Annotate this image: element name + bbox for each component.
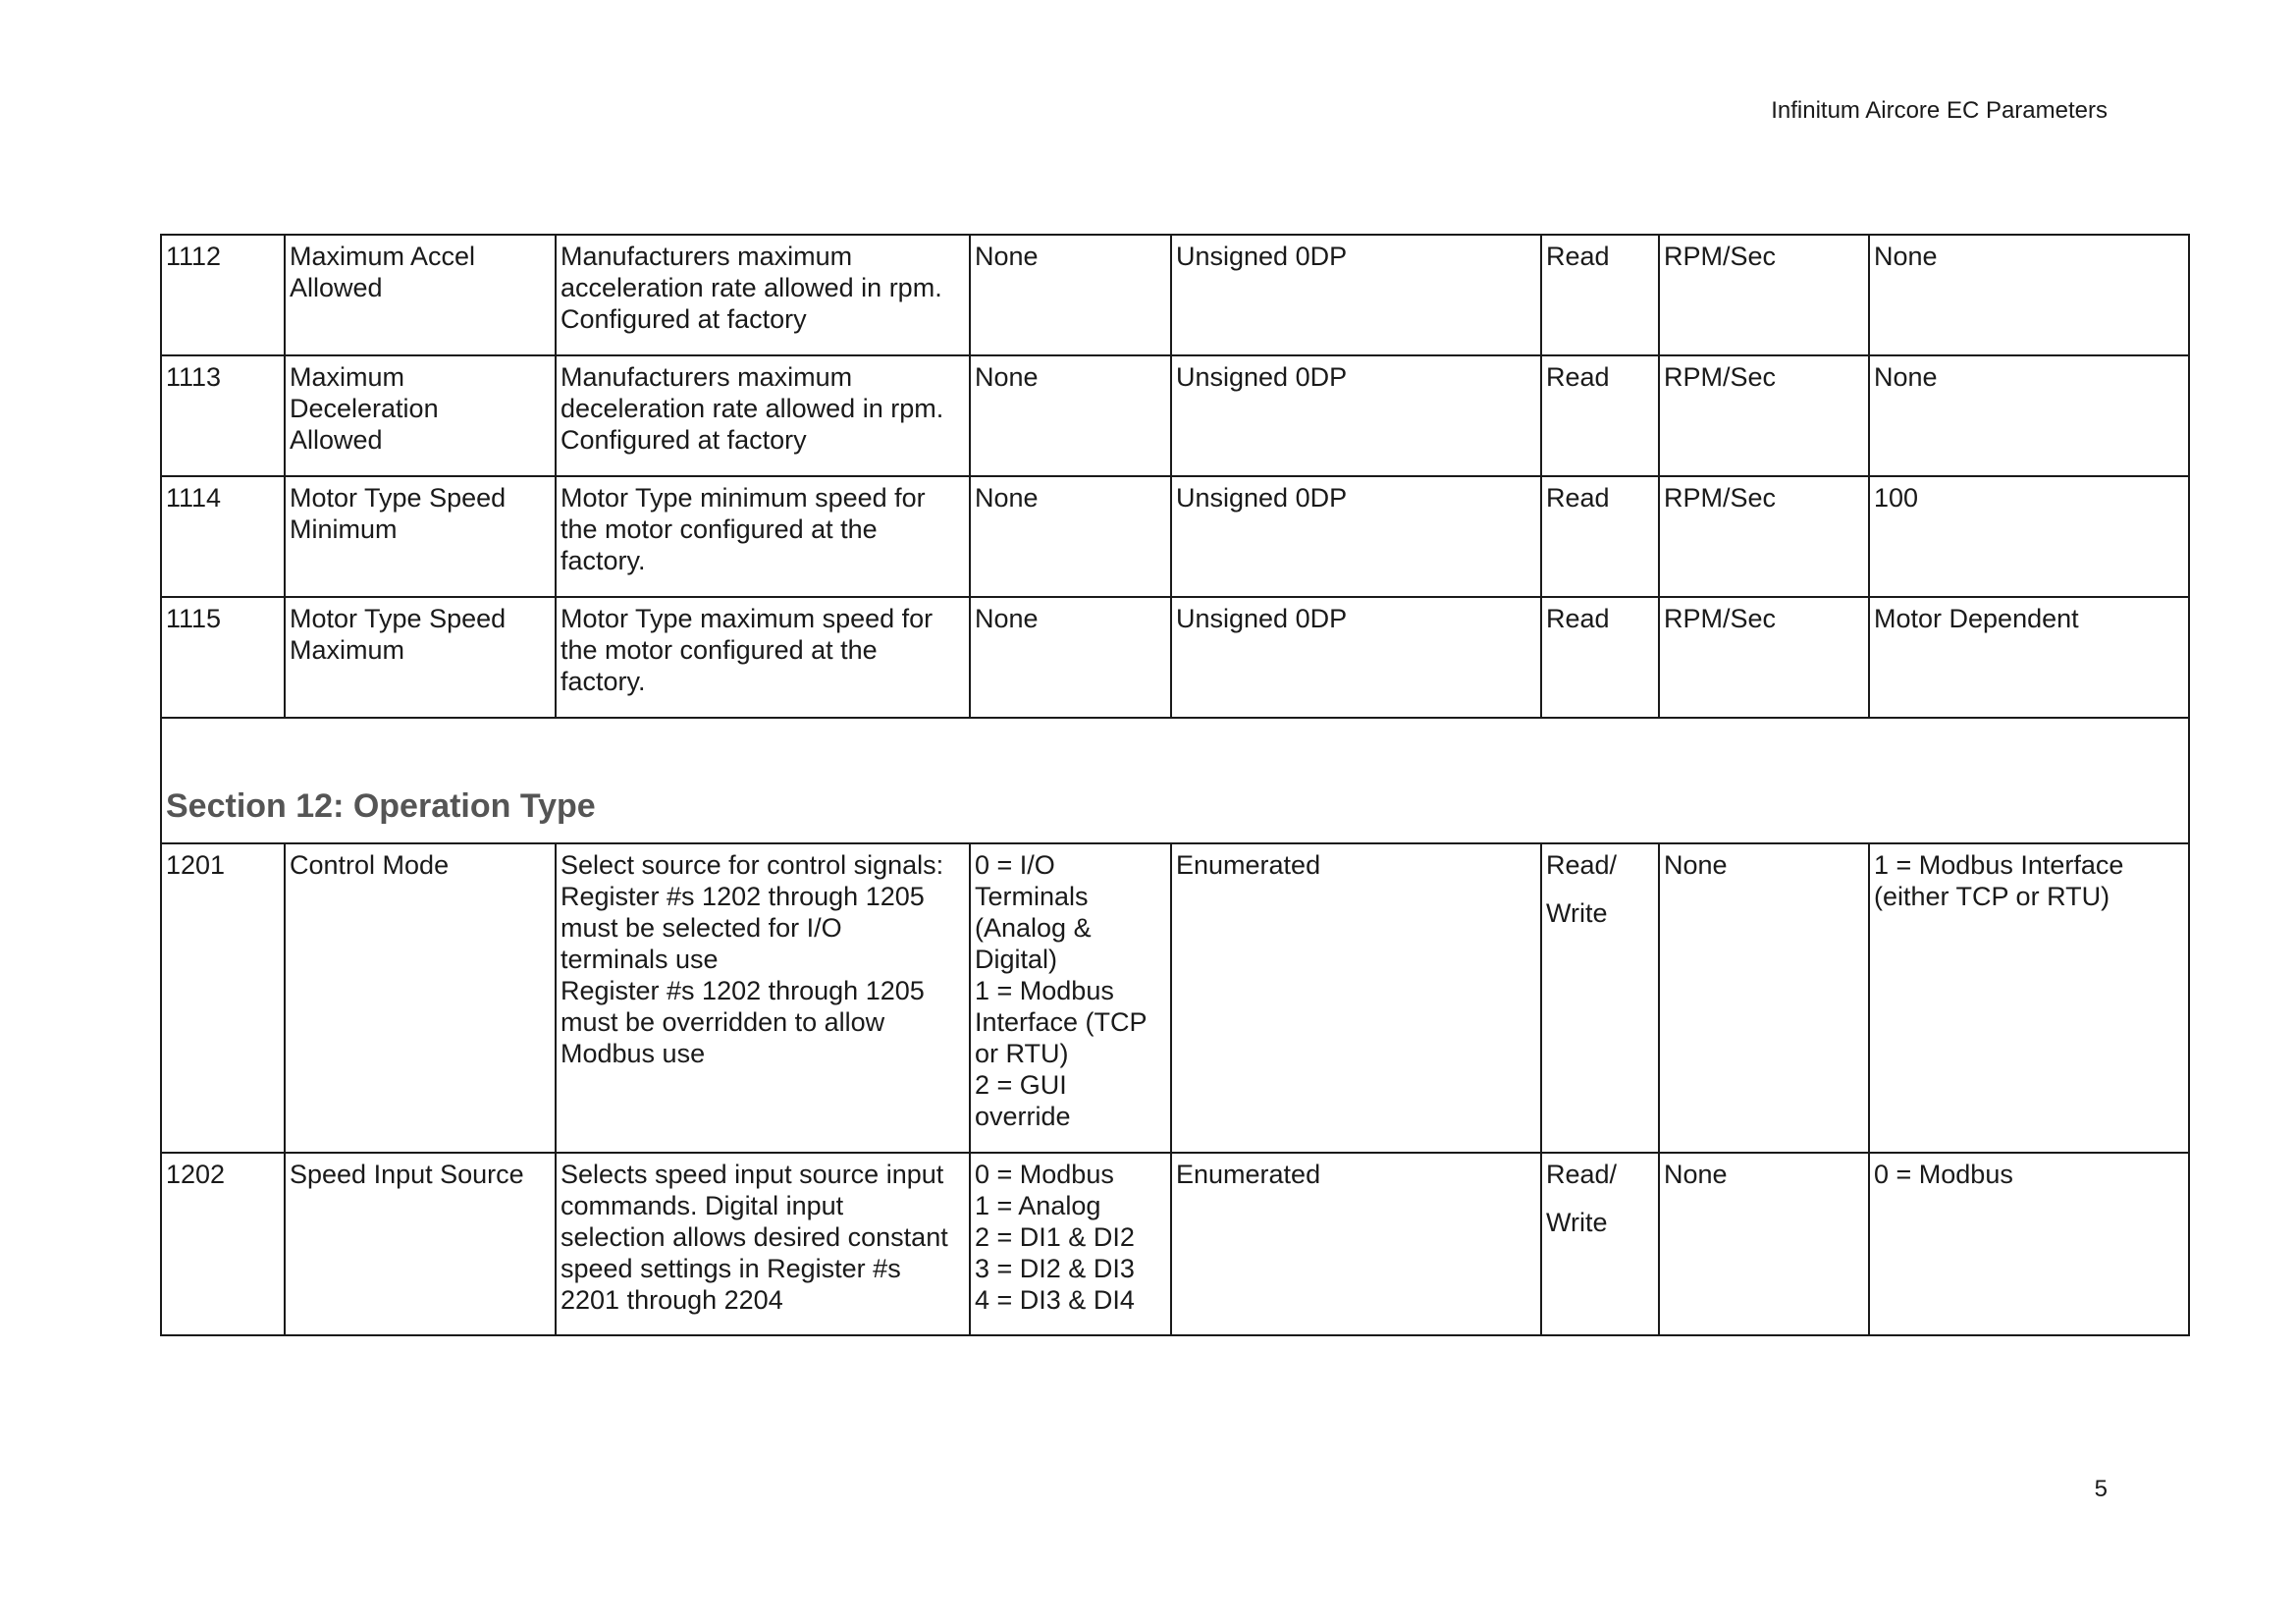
page-number: 5 (2094, 1476, 2108, 1502)
default-cell: 1 = Modbus Interface (either TCP or RTU) (1869, 843, 2189, 1153)
format-cell: Enumerated (1171, 1153, 1541, 1335)
default-cell: None (1869, 235, 2189, 355)
table-row (161, 1153, 2189, 1335)
access-cell (1541, 476, 1659, 597)
access-line: Write (1546, 1208, 1608, 1237)
access-line: Read (1546, 242, 1610, 271)
description-cell: Manufacturers maximum deceleration rate allowed in rpm. Configured at factory (556, 355, 970, 476)
register-cell: 1114 (161, 476, 285, 597)
table-row (161, 597, 2189, 718)
access-line: Read (1546, 362, 1610, 392)
range-cell: None (970, 235, 1171, 355)
name-cell: Motor Type Speed Maximum (285, 597, 556, 718)
register-cell: 1112 (161, 235, 285, 355)
units-cell: RPM/Sec (1659, 355, 1869, 476)
register-cell: 1113 (161, 355, 285, 476)
units-cell: RPM/Sec (1659, 476, 1869, 597)
register-cell: 1201 (161, 843, 285, 1153)
register-cell: 1202 (161, 1153, 285, 1335)
range-cell: None (970, 597, 1171, 718)
format-cell: Enumerated (1171, 843, 1541, 1153)
name-cell: Maximum Deceleration Allowed (285, 355, 556, 476)
range-cell: 0 = I/O Terminals (Analog & Digital) 1 = Modbus Interface (TCP or RTU) 2 = GUI override (970, 843, 1171, 1153)
section-row (161, 718, 2189, 843)
description-cell: Motor Type minimum speed for the motor configured at the factory. (556, 476, 970, 597)
default-cell: None (1869, 355, 2189, 476)
units-cell: RPM/Sec (1659, 597, 1869, 718)
page-header: Infinitum Aircore EC Parameters (1771, 97, 2108, 124)
units-cell: RPM/Sec (1659, 235, 1869, 355)
section-heading: Section 12: Operation Type (161, 718, 2189, 843)
description-cell: Manufacturers maximum acceleration rate allowed in rpm. Configured at factory (556, 235, 970, 355)
description-cell: Select source for control signals: Register #s 1202 through 1205 must be selected for I/O terminals use Register #s 1202 through 1205 must be overridden to allow Modbus use (556, 843, 970, 1153)
access-line: Write (1546, 898, 1608, 928)
access-line: Read (1546, 483, 1610, 513)
parameters-table (160, 234, 2190, 1336)
format-cell: Unsigned 0DP (1171, 235, 1541, 355)
access-cell (1541, 1153, 1659, 1335)
format-cell: Unsigned 0DP (1171, 355, 1541, 476)
table-row (161, 476, 2189, 597)
range-cell: None (970, 476, 1171, 597)
range-cell: 0 = Modbus 1 = Analog 2 = DI1 & DI2 3 = DI2 & DI3 4 = DI3 & DI4 (970, 1153, 1171, 1335)
description-cell: Selects speed input source input commands. Digital input selection allows desired constant speed settings in Register #s 2201 through 2204 (556, 1153, 970, 1335)
units-cell: None (1659, 843, 1869, 1153)
description-cell: Motor Type maximum speed for the motor configured at the factory. (556, 597, 970, 718)
register-cell: 1115 (161, 597, 285, 718)
format-cell: Unsigned 0DP (1171, 476, 1541, 597)
table-row (161, 355, 2189, 476)
range-cell: None (970, 355, 1171, 476)
access-cell (1541, 843, 1659, 1153)
name-cell: Control Mode (285, 843, 556, 1153)
name-cell: Motor Type Speed Minimum (285, 476, 556, 597)
access-line: Read/ (1546, 850, 1618, 880)
format-cell: Unsigned 0DP (1171, 597, 1541, 718)
access-cell (1541, 355, 1659, 476)
default-cell: 0 = Modbus (1869, 1153, 2189, 1335)
access-line: Read (1546, 604, 1610, 633)
table-row (161, 235, 2189, 355)
name-cell: Speed Input Source (285, 1153, 556, 1335)
access-cell (1541, 597, 1659, 718)
units-cell: None (1659, 1153, 1869, 1335)
table-row (161, 843, 2189, 1153)
name-cell: Maximum Accel Allowed (285, 235, 556, 355)
access-cell (1541, 235, 1659, 355)
access-line: Read/ (1546, 1160, 1618, 1189)
default-cell: Motor Dependent (1869, 597, 2189, 718)
default-cell: 100 (1869, 476, 2189, 597)
